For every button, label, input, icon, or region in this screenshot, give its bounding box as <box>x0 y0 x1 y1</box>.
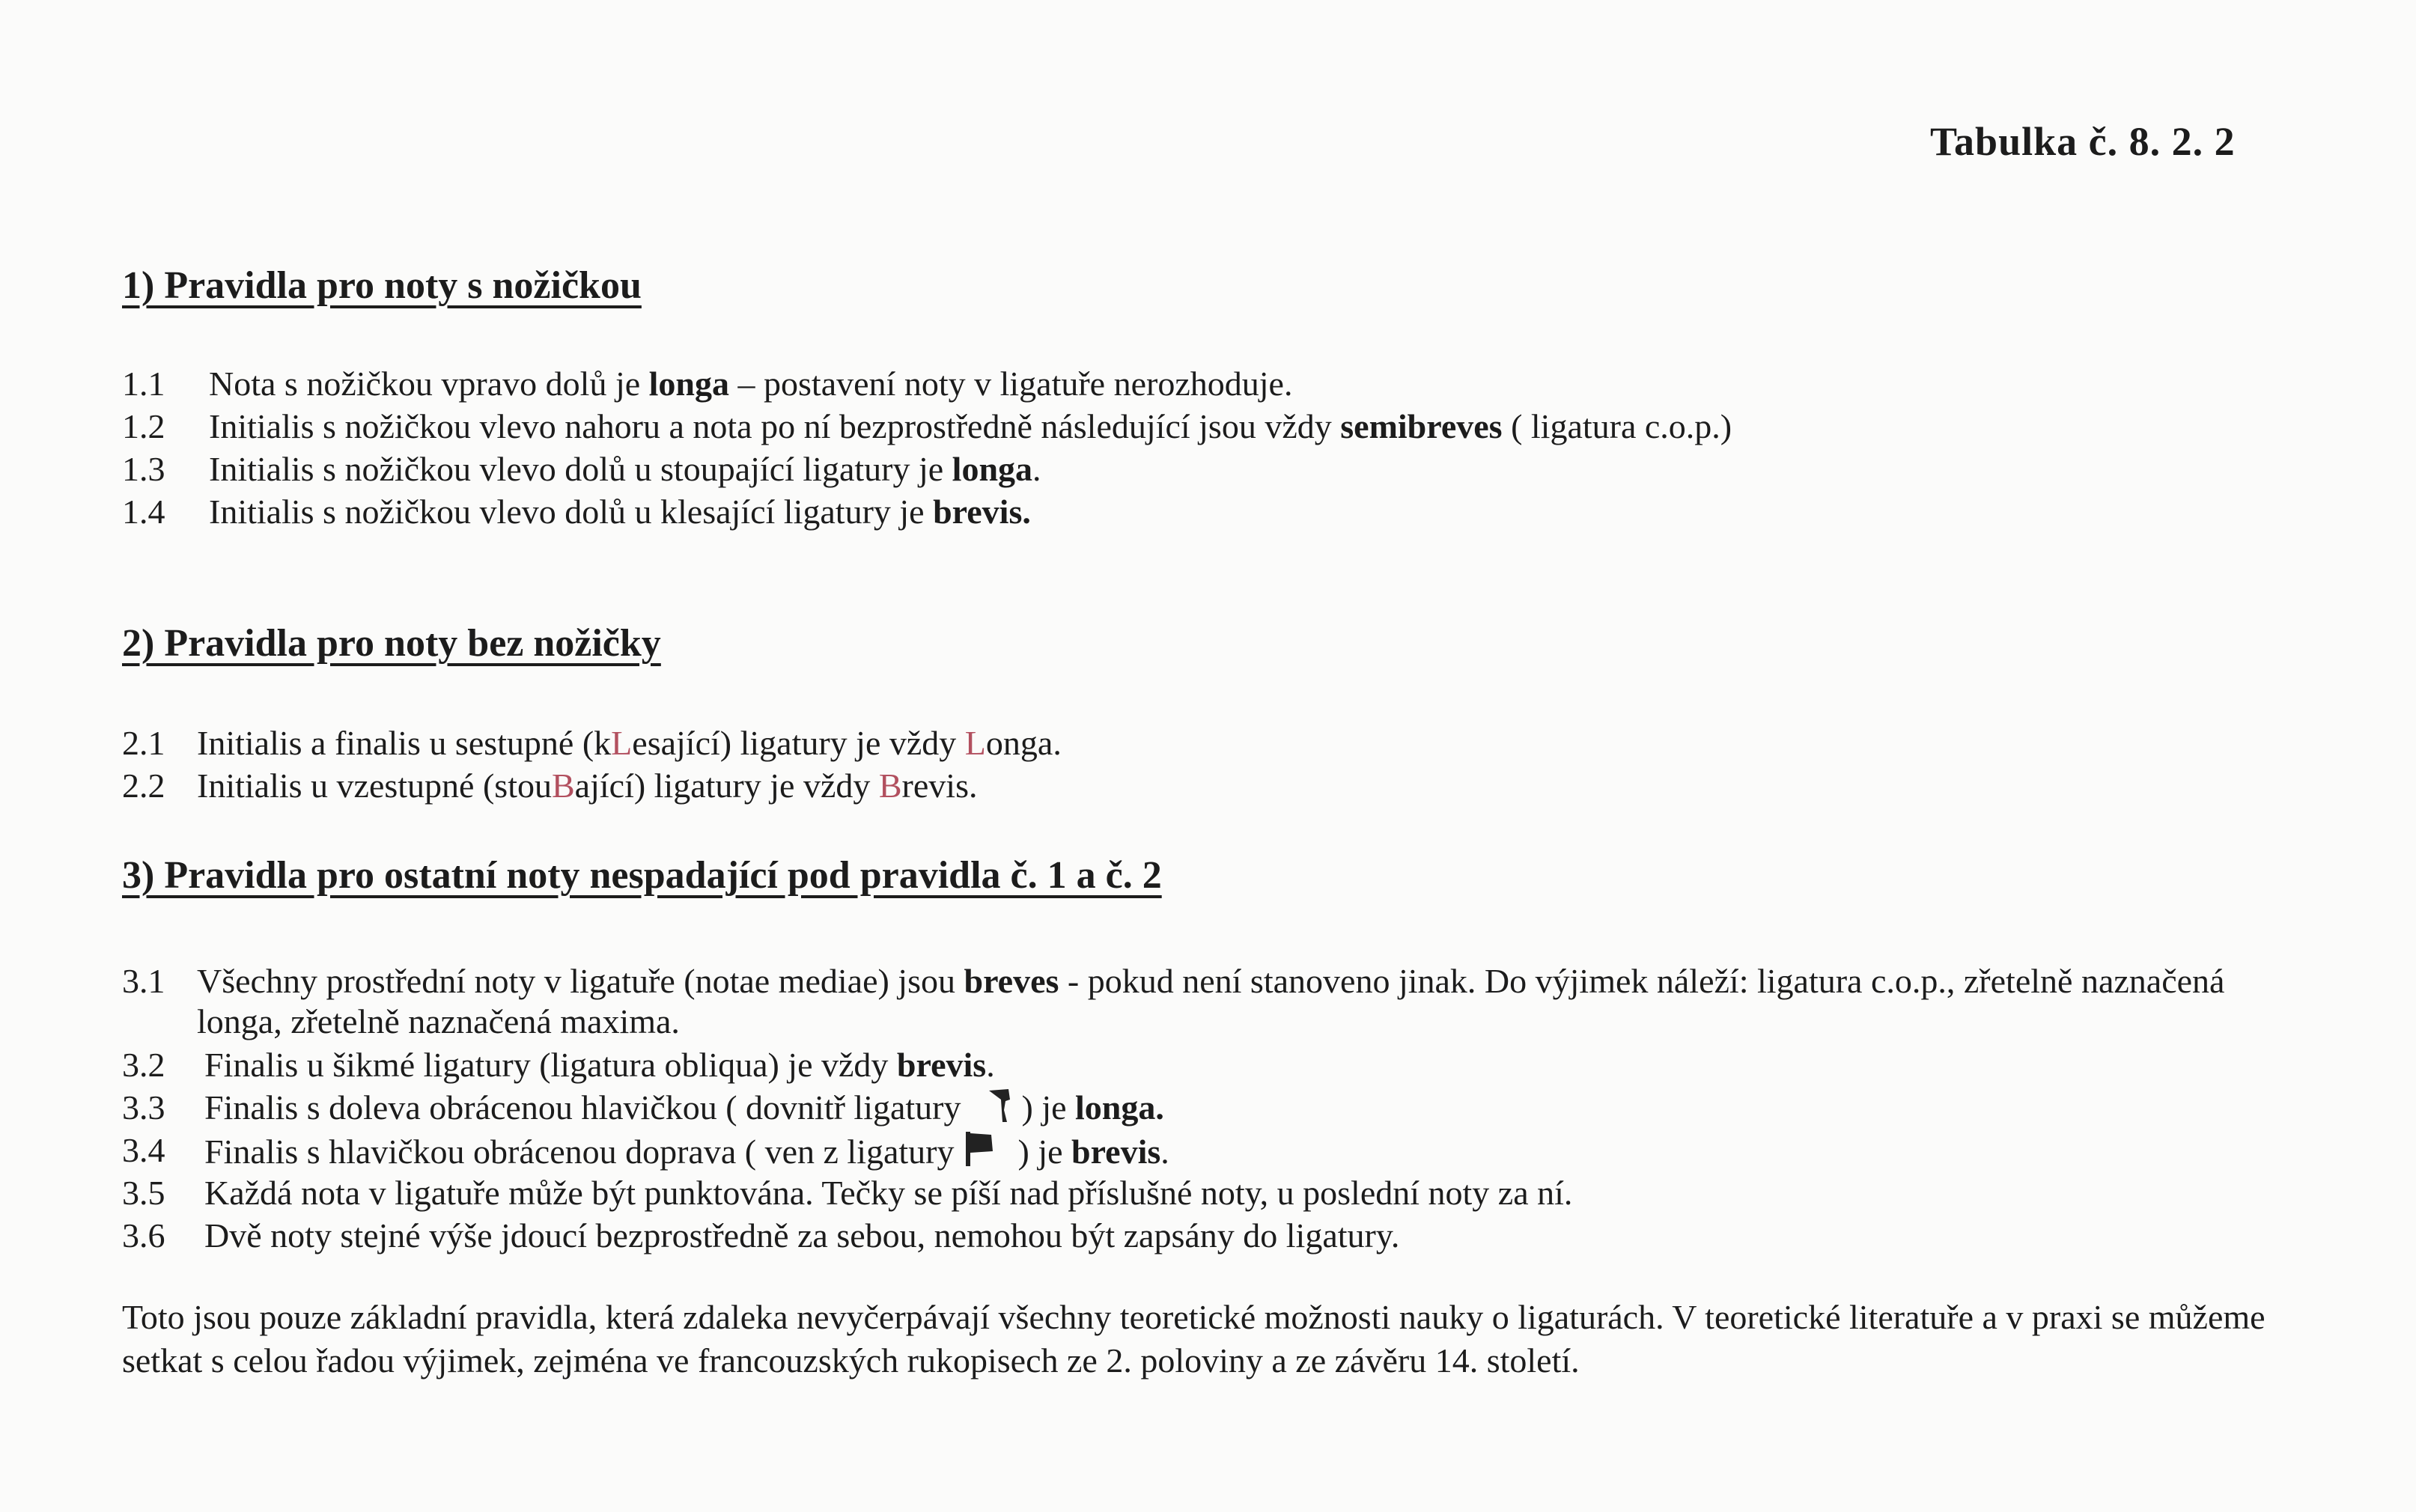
section-3-heading: 3) Pravidla pro ostatní noty nespadající pod pravidla č. 1 a č. 2 <box>122 854 1162 897</box>
rule-text: Všechny prostřední noty v ligatuře (notae mediae) jsou breves - pokud není stanoveno jinak. Do výjimek náleží: ligatura c.o.p., zřetelně naznačená longa, zřetelně naznačená maxima. <box>197 962 2225 1040</box>
rule-number: 3.3 <box>122 1088 165 1127</box>
rule-number: 1.1 <box>122 365 165 403</box>
section-1-heading: 1) Pravidla pro noty s nožičkou <box>122 264 642 307</box>
rule-3-6 <box>122 1216 1399 1256</box>
highlight-letter: L <box>964 724 986 762</box>
rule-1-1 <box>122 364 1292 404</box>
rule-text: Dvě noty stejné výše jdoucí bezprostředně za sebou, nemohou být zapsány do ligatury. <box>204 1216 1400 1255</box>
highlight-letter: B <box>551 766 575 805</box>
term-bold: longa <box>952 450 1033 488</box>
note-head-right-icon <box>963 1130 996 1168</box>
rule-number: 3.1 <box>122 962 165 1000</box>
note-head-left-icon <box>988 1088 1013 1124</box>
rule-text: Initialis u vzestupné (stouBající) ligatury je vždy Brevis. <box>197 766 978 805</box>
rule-3-5 <box>122 1173 1572 1213</box>
rule-number: 3.2 <box>122 1046 165 1084</box>
highlight-letter: B <box>878 766 902 805</box>
term-bold: breves <box>964 962 1059 1000</box>
rule-text: Initialis s nožičkou vlevo dolů u stoupající ligatury je longa. <box>209 450 1041 488</box>
rule-text: Initialis s nožičkou vlevo nahoru a nota po ní bezprostředně následující jsou vždy semibreves ( ligatura c.o.p.) <box>209 407 1732 445</box>
highlight-letter: L <box>611 724 633 762</box>
table-number: Tabulka č. 8. 2. 2 <box>1930 119 2236 164</box>
term-bold: longa <box>648 365 730 403</box>
rule-1-4 <box>122 492 1031 532</box>
rule-text: Initialis s nožičkou vlevo dolů u klesající ligatury je brevis. <box>209 493 1031 531</box>
term-bold: brevis. <box>933 493 1031 531</box>
rule-3-3 <box>122 1088 1164 1128</box>
rule-number: 1.4 <box>122 493 165 531</box>
rule-number: 2.2 <box>122 766 165 805</box>
closing-paragraph: Toto jsou pouze základní pravidla, která zdaleka nevyčerpávají všechny teoretické možnosti nauky o ligaturách. V teoretické literatuře a v praxi se můžeme setkat s celou řadou výjimek, zejména ve francouzských rukopisech ze 2. poloviny a ze závěru 14. století. <box>122 1298 2266 1380</box>
rule-number: 3.4 <box>122 1131 165 1169</box>
rule-2-1 <box>122 723 1062 763</box>
rule-1-2 <box>122 406 1732 447</box>
rule-number: 1.3 <box>122 450 165 488</box>
rule-3-4 <box>122 1130 1169 1172</box>
rule-3-2 <box>122 1045 995 1085</box>
rule-2-2 <box>122 766 977 806</box>
section-2-heading: 2) Pravidla pro noty bez nožičky <box>122 622 661 665</box>
rule-number: 2.1 <box>122 724 165 762</box>
rule-text: Finalis s hlavičkou obrácenou doprava ( ven z ligatury ) je brevis. <box>204 1130 1169 1172</box>
rule-text: Initialis a finalis u sestupné (kLesající) ligatury je vždy Longa. <box>197 724 1062 762</box>
rule-3-1 <box>122 961 2263 1042</box>
rule-number: 3.5 <box>122 1174 165 1212</box>
rule-1-3 <box>122 449 1041 490</box>
term-bold: brevis <box>1071 1133 1161 1171</box>
rule-text: Nota s nožičkou vpravo dolů je longa – postavení noty v ligatuře nerozhoduje. <box>209 365 1293 403</box>
rule-text: Finalis u šikmé ligatury (ligatura obliqua) je vždy brevis. <box>204 1046 995 1084</box>
term-bold: longa. <box>1075 1088 1164 1127</box>
rule-number: 1.2 <box>122 407 165 445</box>
term-bold: semibreves <box>1340 407 1503 445</box>
rule-number: 3.6 <box>122 1216 165 1255</box>
rule-text: Každá nota v ligatuře může být punktována. Tečky se píší nad příslušné noty, u poslední noty za ní. <box>204 1174 1573 1212</box>
rule-text: Finalis s doleva obrácenou hlavičkou ( dovnitř ligatury ) je longa. <box>204 1088 1164 1127</box>
term-bold: brevis <box>896 1046 987 1084</box>
